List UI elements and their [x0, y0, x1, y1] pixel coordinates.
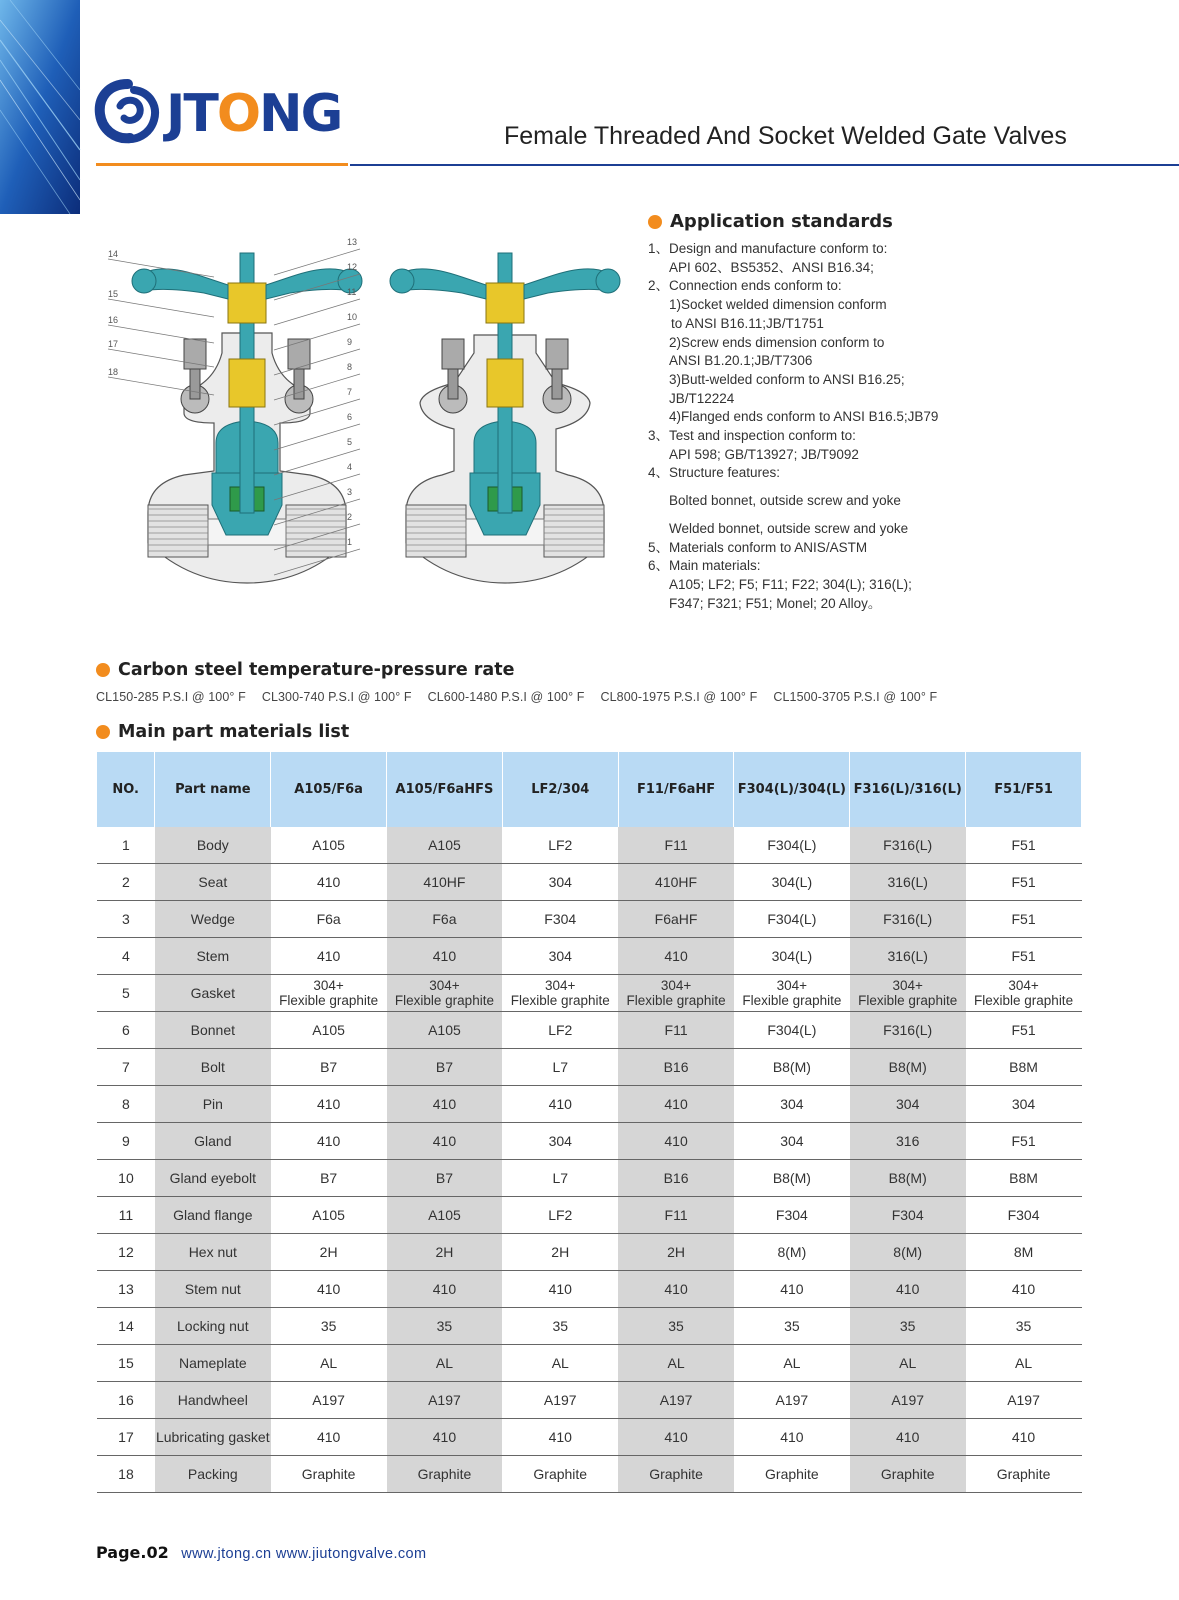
material-cell: B7 [271, 1049, 387, 1086]
row-number: 7 [97, 1049, 155, 1086]
callout-number: 6 [347, 412, 353, 422]
row-number: 1 [97, 827, 155, 864]
material-cell: B7 [387, 1160, 503, 1197]
material-cell: AL [850, 1345, 966, 1382]
material-cell: F6a [387, 901, 503, 938]
table-row [97, 1345, 1082, 1382]
material-cell: A105 [387, 1197, 503, 1234]
application-heading-text: Application standards [670, 211, 893, 232]
material-cell: 316 [850, 1123, 966, 1160]
callout-number: 17 [108, 339, 119, 349]
material-cell: AL [734, 1345, 850, 1382]
row-number: 11 [97, 1197, 155, 1234]
material-cell: 410 [850, 1271, 966, 1308]
part-name: Seat [155, 864, 271, 901]
material-cell: A105 [271, 1012, 387, 1049]
part-name: Bonnet [155, 1012, 271, 1049]
material-cell: A105 [271, 827, 387, 864]
column-header: NO. [97, 752, 155, 827]
pressure-rating: CL600-1480 P.S.I @ 100° F [427, 690, 585, 704]
material-cell: 35 [387, 1308, 503, 1345]
table-row [97, 864, 1082, 901]
valve-diagram [104, 237, 624, 603]
header-rule-blue [350, 164, 1179, 166]
material-cell: B7 [271, 1160, 387, 1197]
part-name: Stem nut [155, 1271, 271, 1308]
material-cell: 410 [271, 1419, 387, 1456]
material-cell: 410HF [618, 864, 734, 901]
material-cell: F304(L) [734, 1012, 850, 1049]
material-cell: 410 [850, 1419, 966, 1456]
part-name: Gland eyebolt [155, 1160, 271, 1197]
application-line: 4、Structure features: [648, 465, 781, 481]
application-line: JB/T12224 [669, 390, 735, 406]
part-name: Packing [155, 1456, 271, 1493]
material-cell: 410 [387, 1123, 503, 1160]
pressure-rating: CL300-740 P.S.I @ 100° F [261, 690, 412, 704]
material-cell: A197 [271, 1382, 387, 1419]
callout-number: 16 [108, 315, 119, 325]
application-line: 2)Screw ends dimension conform to [669, 334, 885, 350]
material-cell: F11 [618, 1012, 734, 1049]
part-name: Pin [155, 1086, 271, 1123]
material-cell: 410 [734, 1419, 850, 1456]
callout-number: 11 [347, 287, 357, 297]
column-header: F316(L)/316(L) [850, 752, 966, 827]
row-number: 18 [97, 1456, 155, 1493]
material-cell: 35 [618, 1308, 734, 1345]
callout-number: 9 [347, 337, 353, 347]
column-header: Part name [155, 752, 271, 827]
material-cell: 304+ Flexible graphite [271, 975, 387, 1012]
material-cell: A197 [502, 1382, 618, 1419]
material-cell: 410 [387, 1419, 503, 1456]
material-cell: F304 [850, 1197, 966, 1234]
row-number: 8 [97, 1086, 155, 1123]
application-line: API 602、BS5352、ANSI B16.34; [669, 259, 874, 275]
material-cell: Graphite [734, 1456, 850, 1493]
material-cell: Graphite [618, 1456, 734, 1493]
row-number: 13 [97, 1271, 155, 1308]
application-line: to ANSI B16.11;JB/T1751 [671, 315, 824, 331]
material-cell: F304 [734, 1197, 850, 1234]
application-line: ANSI B1.20.1;JB/T7306 [669, 353, 813, 369]
application-line: Welded bonnet, outside screw and yoke [669, 520, 909, 536]
material-cell: 2H [502, 1234, 618, 1271]
material-cell: AL [618, 1345, 734, 1382]
bullet-dot-icon [96, 725, 110, 739]
pressure-heading-text: Carbon steel temperature-pressure rate [118, 660, 515, 680]
column-header: A105/F6a [271, 752, 387, 827]
material-cell: F6a [271, 901, 387, 938]
application-list [648, 240, 1088, 613]
part-name: Wedge [155, 901, 271, 938]
material-cell: LF2 [502, 1012, 618, 1049]
material-cell: A105 [271, 1197, 387, 1234]
part-name: Nameplate [155, 1345, 271, 1382]
material-cell: AL [387, 1345, 503, 1382]
material-cell: F51 [966, 864, 1082, 901]
material-cell: 410 [966, 1419, 1082, 1456]
corner-decoration [0, 0, 80, 214]
pressure-heading [96, 660, 514, 680]
table-row [97, 1123, 1082, 1160]
material-cell: 2H [387, 1234, 503, 1271]
material-cell: F51 [966, 1012, 1082, 1049]
row-number: 16 [97, 1382, 155, 1419]
row-number: 14 [97, 1308, 155, 1345]
material-cell: 316(L) [850, 938, 966, 975]
callout-number: 10 [347, 312, 358, 322]
row-number: 5 [97, 975, 155, 1012]
logo-mark-icon [94, 76, 164, 150]
application-line: 3)Butt-welded conform to ANSI B16.25; [669, 371, 905, 387]
material-cell: LF2 [502, 827, 618, 864]
material-cell: B16 [618, 1049, 734, 1086]
material-cell: 410 [734, 1271, 850, 1308]
column-header: LF2/304 [502, 752, 618, 827]
material-cell: 410 [387, 1086, 503, 1123]
material-cell: AL [966, 1345, 1082, 1382]
row-number: 15 [97, 1345, 155, 1382]
callout-number: 2 [347, 512, 353, 522]
material-cell: A105 [387, 827, 503, 864]
table-row [97, 1234, 1082, 1271]
table-row [97, 1197, 1082, 1234]
material-cell: B8(M) [734, 1160, 850, 1197]
row-number: 4 [97, 938, 155, 975]
material-cell: B8M [966, 1049, 1082, 1086]
material-cell: 35 [966, 1308, 1082, 1345]
callout-number: 14 [108, 249, 119, 259]
application-line: API 598; GB/T13927; JB/T9092 [669, 446, 859, 462]
material-cell: LF2 [502, 1197, 618, 1234]
material-cell: 410 [271, 1271, 387, 1308]
material-cell: 35 [502, 1308, 618, 1345]
part-name: Body [155, 827, 271, 864]
material-cell: 410 [271, 938, 387, 975]
material-cell: 410HF [387, 864, 503, 901]
callout-number: 5 [347, 437, 353, 447]
application-line: F347; F321; F51; Monel; 20 Alloy。 [669, 595, 882, 611]
material-cell: F11 [618, 1197, 734, 1234]
material-cell: 304+ Flexible graphite [618, 975, 734, 1012]
material-cell: 410 [387, 938, 503, 975]
part-name: Handwheel [155, 1382, 271, 1419]
table-row [97, 938, 1082, 975]
material-cell: 410 [618, 1086, 734, 1123]
part-name: Stem [155, 938, 271, 975]
pressure-rating: CL150-285 P.S.I @ 100° F [96, 690, 246, 704]
brand-name: JTONG [166, 84, 342, 144]
table-row [97, 975, 1082, 1012]
material-cell: F304 [966, 1197, 1082, 1234]
material-cell: AL [502, 1345, 618, 1382]
material-cell: 2H [271, 1234, 387, 1271]
material-cell: 8(M) [850, 1234, 966, 1271]
material-cell: Graphite [502, 1456, 618, 1493]
material-cell: 304+ Flexible graphite [850, 975, 966, 1012]
part-name: Gasket [155, 975, 271, 1012]
material-cell: 410 [271, 1086, 387, 1123]
material-cell: B8(M) [850, 1049, 966, 1086]
page-number: Page.02 [96, 1543, 169, 1562]
material-cell: 410 [618, 1419, 734, 1456]
material-cell: 410 [502, 1086, 618, 1123]
material-cell: AL [271, 1345, 387, 1382]
materials-table [97, 752, 1082, 1493]
row-number: 6 [97, 1012, 155, 1049]
table-row [97, 1160, 1082, 1197]
table-row [97, 1456, 1082, 1493]
table-row [97, 1419, 1082, 1456]
row-number: 3 [97, 901, 155, 938]
material-cell: 2H [618, 1234, 734, 1271]
table-row [97, 1049, 1082, 1086]
material-cell: B7 [387, 1049, 503, 1086]
application-line: 4)Flanged ends conform to ANSI B16.5;JB79 [669, 409, 939, 425]
material-cell: F51 [966, 827, 1082, 864]
material-cell: Graphite [966, 1456, 1082, 1493]
table-row [97, 1271, 1082, 1308]
application-line: A105; LF2; F5; F11; F22; 304(L); 316(L); [669, 576, 912, 592]
table-row [97, 1382, 1082, 1419]
material-cell: B16 [618, 1160, 734, 1197]
callout-number: 4 [347, 462, 353, 472]
column-header: F51/F51 [966, 752, 1082, 827]
pressure-rating: CL800-1975 P.S.I @ 100° F [600, 690, 758, 704]
application-line: 1)Socket welded dimension conform [669, 297, 887, 313]
material-cell: F304(L) [734, 827, 850, 864]
callout-number: 1 [347, 537, 353, 547]
pressure-rating: CL1500-3705 P.S.I @ 100° F [773, 690, 938, 704]
application-line: Bolted bonnet, outside screw and yoke [669, 493, 901, 509]
column-header: F304(L)/304(L) [734, 752, 850, 827]
part-name: Lubricating gasket [155, 1419, 271, 1456]
material-cell: 304 [734, 1086, 850, 1123]
material-cell: 304 [502, 1123, 618, 1160]
materials-header-row [97, 752, 1082, 827]
material-cell: 304 [502, 938, 618, 975]
callout-number: 8 [347, 362, 353, 372]
footer [96, 1543, 427, 1563]
material-cell: L7 [502, 1049, 618, 1086]
table-row [97, 1308, 1082, 1345]
material-cell: L7 [502, 1160, 618, 1197]
application-line: 6、Main materials: [648, 558, 761, 574]
callout-leader-line [108, 299, 214, 317]
material-cell: 304+ Flexible graphite [966, 975, 1082, 1012]
callout-number: 3 [347, 487, 353, 497]
material-cell: A197 [387, 1382, 503, 1419]
material-cell: 410 [618, 938, 734, 975]
callout-number: 18 [108, 367, 119, 377]
material-cell: 304+ Flexible graphite [734, 975, 850, 1012]
material-cell: 304 [734, 1123, 850, 1160]
callout-number: 12 [347, 262, 358, 272]
material-cell: 304(L) [734, 864, 850, 901]
material-cell: A197 [850, 1382, 966, 1419]
material-cell: B8M [966, 1160, 1082, 1197]
material-cell: A197 [734, 1382, 850, 1419]
material-cell: F6aHF [618, 901, 734, 938]
material-cell: 304 [850, 1086, 966, 1123]
material-cell: F11 [618, 827, 734, 864]
pressure-ratings [96, 690, 953, 704]
material-cell: A197 [618, 1382, 734, 1419]
material-cell: A197 [966, 1382, 1082, 1419]
material-cell: 410 [502, 1419, 618, 1456]
row-number: 9 [97, 1123, 155, 1160]
material-cell: 410 [966, 1271, 1082, 1308]
material-cell: B8(M) [734, 1049, 850, 1086]
material-cell: 304 [966, 1086, 1082, 1123]
material-cell: Graphite [271, 1456, 387, 1493]
brand-logo [94, 76, 354, 150]
callout-number: 7 [347, 387, 353, 397]
table-row [97, 1086, 1082, 1123]
page-title: Female Threaded And Socket Welded Gate Valves [504, 122, 1067, 150]
material-cell: F51 [966, 1123, 1082, 1160]
materials-heading-text: Main part materials list [118, 722, 350, 742]
material-cell: 316(L) [850, 864, 966, 901]
part-name: Gland flange [155, 1197, 271, 1234]
material-cell: 8M [966, 1234, 1082, 1271]
material-cell: 304+ Flexible graphite [502, 975, 618, 1012]
part-name: Locking nut [155, 1308, 271, 1345]
material-cell: F51 [966, 938, 1082, 975]
material-cell: 304+ Flexible graphite [387, 975, 503, 1012]
application-line: 1、Design and manufacture conform to: [648, 241, 888, 256]
part-name: Gland [155, 1123, 271, 1160]
bullet-dot-icon [96, 663, 110, 677]
part-name: Bolt [155, 1049, 271, 1086]
table-row [97, 901, 1082, 938]
material-cell: F304(L) [734, 901, 850, 938]
material-cell: 304(L) [734, 938, 850, 975]
callout-number: 15 [108, 289, 119, 299]
row-number: 12 [97, 1234, 155, 1271]
material-cell: 410 [502, 1271, 618, 1308]
material-cell: 8(M) [734, 1234, 850, 1271]
application-line: 2、Connection ends conform to: [648, 278, 842, 294]
material-cell: 410 [618, 1123, 734, 1160]
materials-heading [96, 722, 349, 742]
table-row [97, 1012, 1082, 1049]
table-row [97, 827, 1082, 864]
callout-leader-line [108, 325, 214, 343]
material-cell: F316(L) [850, 827, 966, 864]
application-line: 3、Test and inspection conform to: [648, 428, 856, 444]
material-cell: F316(L) [850, 901, 966, 938]
bullet-dot-icon [648, 215, 662, 229]
column-header: A105/F6aHFS [387, 752, 503, 827]
row-number: 10 [97, 1160, 155, 1197]
material-cell: F316(L) [850, 1012, 966, 1049]
website-links[interactable]: www.jtong.cn www.jiutongvalve.com [181, 1546, 427, 1562]
valve-right-drawing [390, 253, 620, 583]
material-cell: 35 [271, 1308, 387, 1345]
material-cell: Graphite [850, 1456, 966, 1493]
material-cell: F304 [502, 901, 618, 938]
material-cell: 410 [387, 1271, 503, 1308]
row-number: 17 [97, 1419, 155, 1456]
material-cell: Graphite [387, 1456, 503, 1493]
material-cell: 410 [271, 1123, 387, 1160]
column-header: F11/F6aHF [618, 752, 734, 827]
material-cell: 35 [850, 1308, 966, 1345]
callout-number: 13 [347, 237, 358, 247]
part-name: Hex nut [155, 1234, 271, 1271]
header-rule-orange [96, 163, 348, 166]
material-cell: 410 [271, 864, 387, 901]
material-cell: 410 [618, 1271, 734, 1308]
material-cell: 35 [734, 1308, 850, 1345]
material-cell: F51 [966, 901, 1082, 938]
material-cell: 304 [502, 864, 618, 901]
application-heading [648, 211, 893, 232]
material-cell: B8(M) [850, 1160, 966, 1197]
material-cell: A105 [387, 1012, 503, 1049]
row-number: 2 [97, 864, 155, 901]
application-line: 5、Materials conform to ANIS/ASTM [648, 539, 868, 555]
